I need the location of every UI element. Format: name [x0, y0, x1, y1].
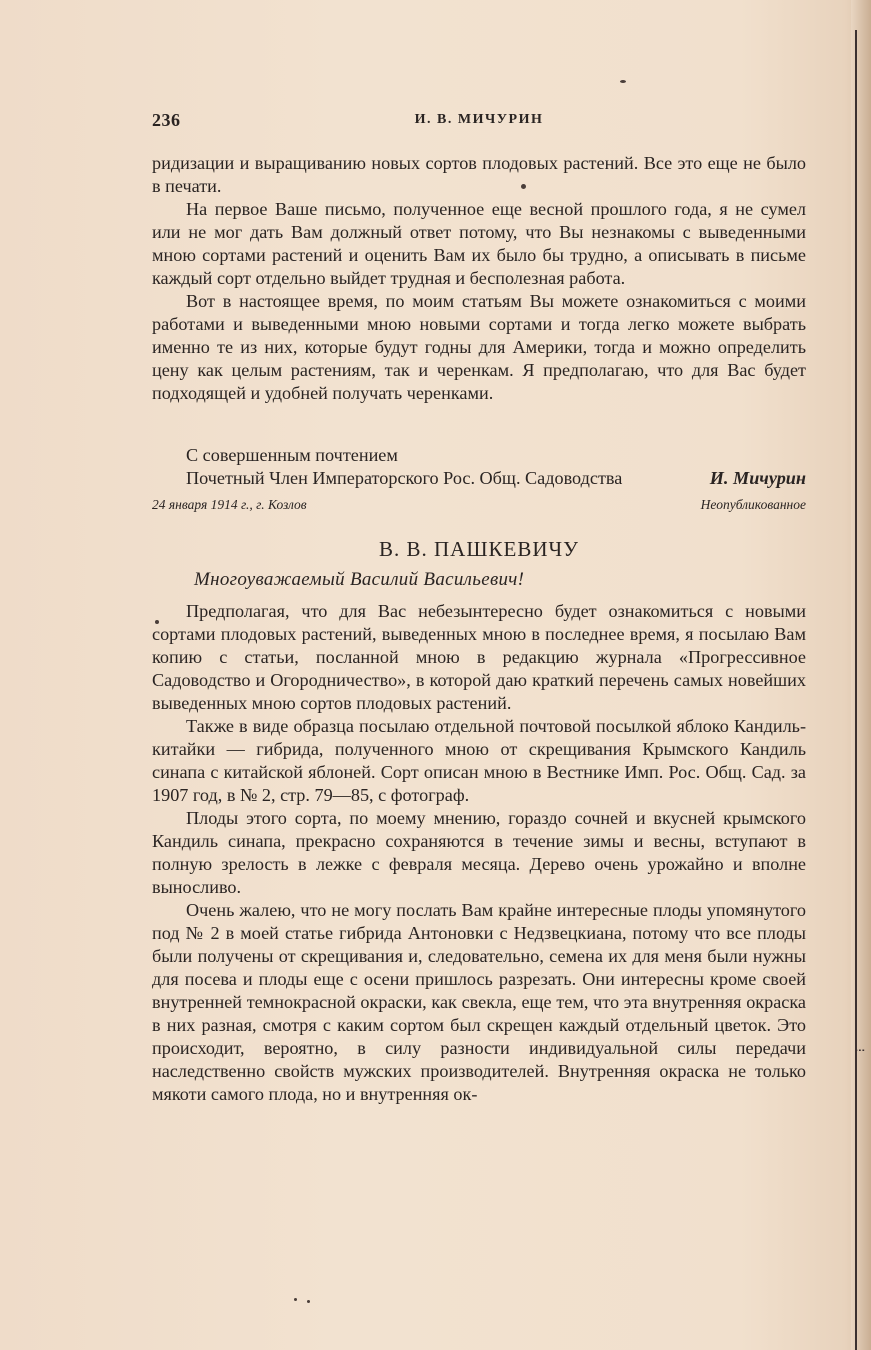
paper-speck	[620, 80, 626, 83]
signature-line	[152, 467, 806, 490]
closing-line: С совершенным почтением	[186, 445, 398, 465]
closing-block	[152, 444, 806, 490]
page-edge	[851, 0, 871, 1350]
paragraph: На первое Ваше письмо, полученное еще весной прошлого года, я не сумел или не мог дать Вам должный ответ потому, что Вы незнакомы с выведенными мною сортами растений и оценить Вам их было бы трудно, а описывать в письме каждый сорт отдельно выйдет трудная и бесполезная работа.	[152, 199, 806, 288]
letter-title: В. В. ПАШКЕВИЧУ	[378, 537, 580, 561]
letter1-body	[152, 152, 806, 405]
paper-speck	[155, 620, 159, 624]
binding-line	[855, 30, 857, 1350]
paragraph: ридизации и выращиванию новых сортов плодовых растений. Все это еще не было в печати.	[152, 153, 806, 196]
margin-mark: ⁝	[851, 1048, 867, 1053]
dateline	[152, 497, 806, 517]
signature-name: И. Мичурин	[709, 468, 806, 488]
signature-title: Почетный Член Императорского Рос. Общ. Садоводства	[186, 468, 623, 488]
date-place: 24 января 1914 г., г. Козлов	[152, 497, 307, 512]
paper-speck	[307, 1300, 310, 1303]
page-number: 236	[152, 110, 181, 130]
page-header	[152, 106, 806, 134]
paragraph: Плоды этого сорта, по моему мнению, гораздо сочней и вкусней крымского Кандиль синапа, прекрасно сохраняются в течение зимы и весны, вступают в полную зрелость в лежке с февраля месяца. Дерево очень урожайно и вполне выносливо.	[152, 808, 806, 897]
running-head: И. В. МИЧУРИН	[414, 112, 544, 127]
letter2-body	[152, 600, 806, 1106]
paper-speck	[294, 1298, 297, 1301]
paragraph: Вот в настоящее время, по моим статьям Вы можете ознакомиться с моими работами и выведенными мною новыми сортами и тогда легко можете выбрать именно те из них, которые будут годны для Америки, тогда и можно определить цену как целым растениям, так и черенкам. Я предполагаю, что для Вас будет подходящей и удобней получать черенками.	[152, 291, 806, 403]
paper-speck	[521, 184, 526, 189]
paragraph: Очень жалею, что не могу послать Вам крайне интересные плоды упомянутого под № 2 в моей статье гибрида Антоновки с Недзвецкиана, потому что все плоды были получены от скрещивания и, следовательно, семена их для меня были нужны для посева и плоды еще с осени пришлось разрезать. Они интересны кроме своей внутренней темнокрасной окраски, как свекла, еще тем, что эта внутренняя окраска в них разная, смотря с каким сортом был скрещен каждый отдельный цветок. Это происходит, вероятно, в силу разности индивидуальной силы передачи наследственно свойств мужских производителей. Внутренняя окраска не только мякоти самого плода, но и внутренняя ок-	[152, 900, 806, 1104]
salutation: Многоуважаемый Василий Васильевич!	[194, 569, 525, 590]
paragraph: Также в виде образца посылаю отдельной почтовой посылкой яблоко Кандиль-китайки — гибрида, полученного мною от скрещивания Крымского Кандиль синапа с китайской яблоней. Сорт описан мною в Вестнике Имп. Рос. Общ. Сад. за 1907 год, в № 2, стр. 79—85, с фотограф.	[152, 716, 806, 805]
publication-status: Неопубликованное	[700, 497, 806, 512]
paragraph: Предполагая, что для Вас небезынтересно будет ознакомиться с новыми сортами плодовых растений, выведенных мною в последнее время, я посылаю Вам копию с статьи, посланной мною в редакцию журнала «Прогрессивное Садоводство и Огородничество», в которой даю краткий перечень самых новейших выведенных мною сортов плодовых растений.	[152, 601, 806, 713]
